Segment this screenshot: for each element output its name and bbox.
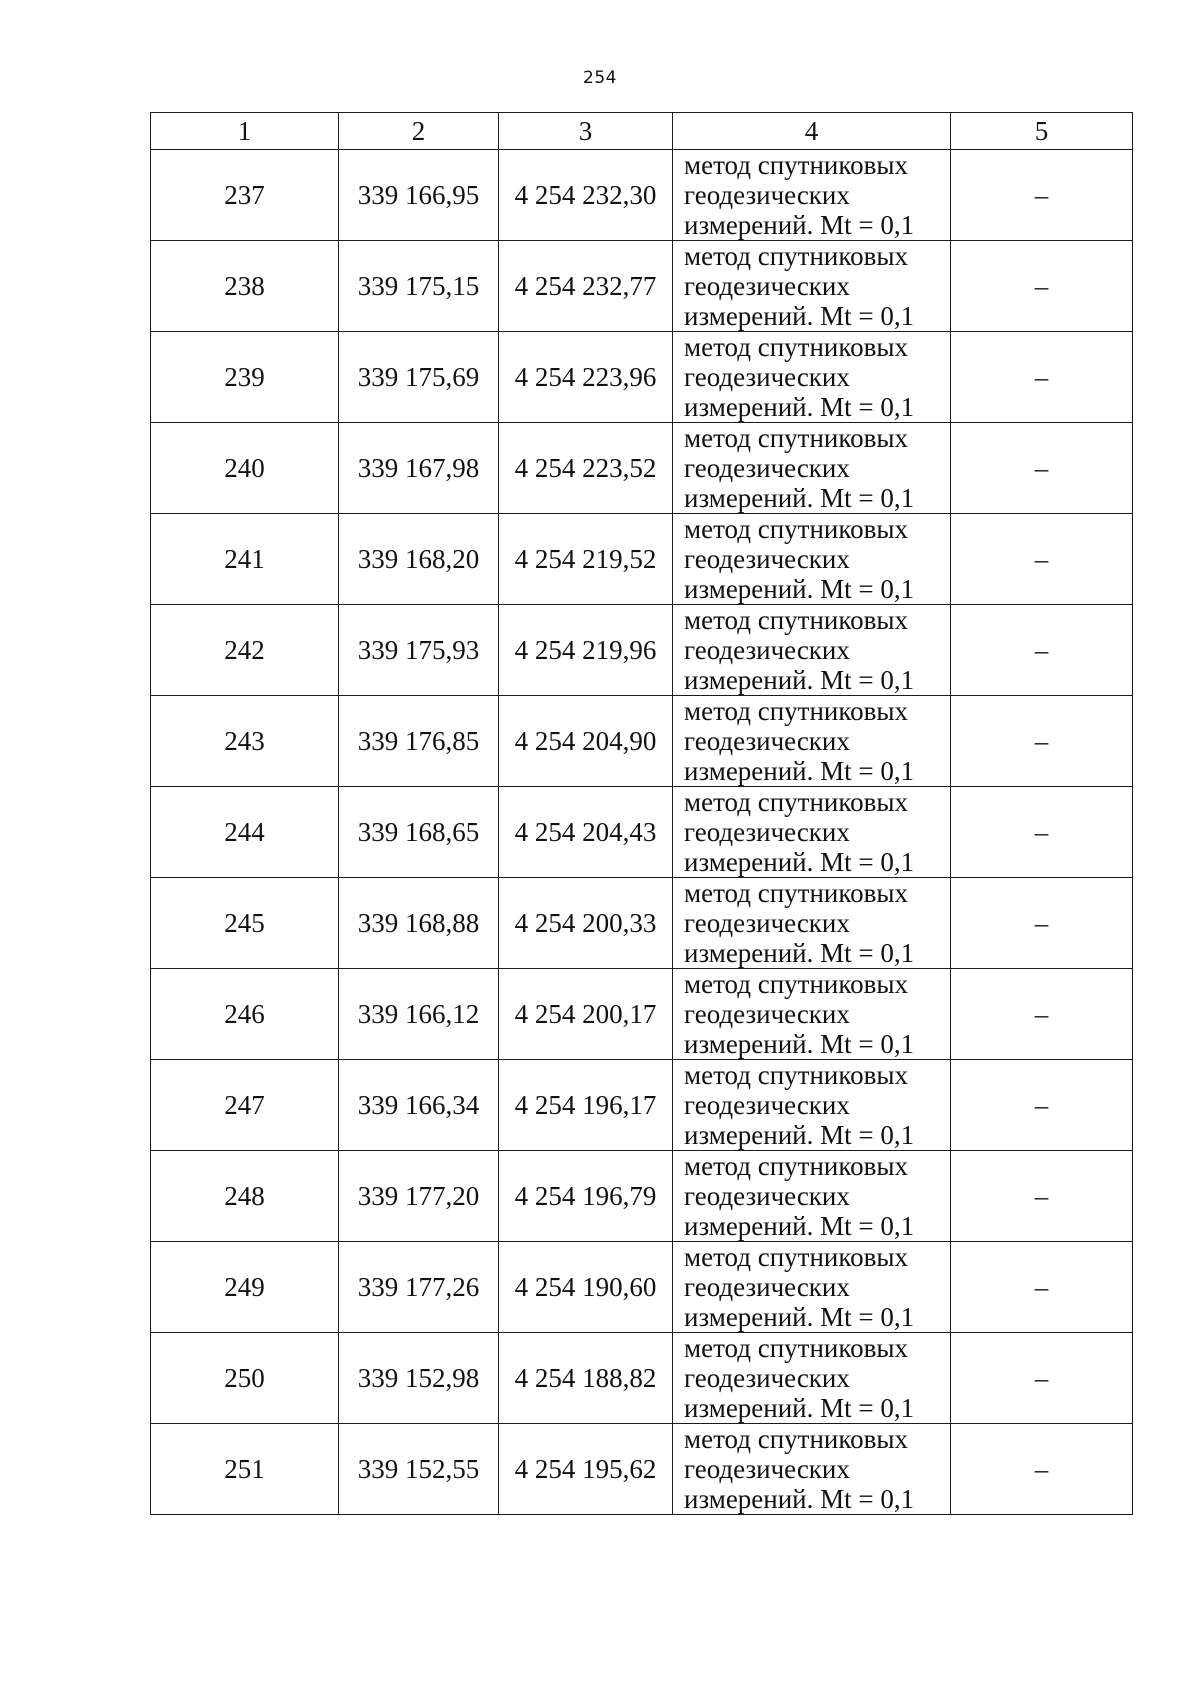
x-coordinate-cell: 339 175,69	[339, 332, 499, 423]
coordinates-table	[150, 112, 1133, 1515]
note-cell: –	[951, 1424, 1133, 1515]
method-line: измерений. Mt = 0,1	[684, 1484, 915, 1514]
y-coordinate-cell: 4 254 204,90	[499, 696, 673, 787]
x-coordinate-cell: 339 168,20	[339, 514, 499, 605]
method-cell	[673, 787, 951, 878]
y-coordinate-cell: 4 254 196,17	[499, 1060, 673, 1151]
method-line: метод спутниковых	[684, 514, 908, 544]
point-number-cell: 238	[151, 241, 339, 332]
method-cell	[673, 605, 951, 696]
method-cell	[673, 241, 951, 332]
y-coordinate-cell: 4 254 232,77	[499, 241, 673, 332]
x-coordinate-cell: 339 152,98	[339, 1333, 499, 1424]
method-line: метод спутниковых	[684, 787, 908, 817]
method-cell	[673, 1424, 951, 1515]
note-cell: –	[951, 241, 1133, 332]
table-row	[151, 1242, 1133, 1333]
method-cell	[673, 969, 951, 1060]
method-line: измерений. Mt = 0,1	[684, 301, 915, 331]
y-coordinate-cell: 4 254 188,82	[499, 1333, 673, 1424]
method-line: измерений. Mt = 0,1	[684, 1211, 915, 1241]
y-coordinate-cell: 4 254 195,62	[499, 1424, 673, 1515]
note-cell: –	[951, 423, 1133, 514]
note-cell: –	[951, 514, 1133, 605]
note-cell: –	[951, 787, 1133, 878]
table-row	[151, 332, 1133, 423]
note-cell: –	[951, 150, 1133, 241]
point-number-cell: 243	[151, 696, 339, 787]
method-line: метод спутниковых	[684, 1333, 908, 1363]
method-line: геодезических	[684, 999, 850, 1029]
method-line: геодезических	[684, 271, 850, 301]
table-row	[151, 1151, 1133, 1242]
x-coordinate-cell: 339 166,34	[339, 1060, 499, 1151]
x-coordinate-cell: 339 175,93	[339, 605, 499, 696]
method-cell	[673, 1060, 951, 1151]
page-number: 254	[583, 68, 617, 88]
x-coordinate-cell: 339 166,12	[339, 969, 499, 1060]
table-row	[151, 514, 1133, 605]
method-line: измерений. Mt = 0,1	[684, 1393, 915, 1423]
method-line: метод спутниковых	[684, 1424, 908, 1454]
method-line: геодезических	[684, 908, 850, 938]
method-cell	[673, 150, 951, 241]
note-cell: –	[951, 1151, 1133, 1242]
x-coordinate-cell: 339 168,65	[339, 787, 499, 878]
method-line: измерений. Mt = 0,1	[684, 210, 915, 240]
method-line: геодезических	[684, 1181, 850, 1211]
table-body	[151, 150, 1133, 1515]
method-cell	[673, 423, 951, 514]
table-row	[151, 969, 1133, 1060]
x-coordinate-cell: 339 175,15	[339, 241, 499, 332]
method-line: метод спутниковых	[684, 878, 908, 908]
header-col-3: 3	[499, 113, 673, 150]
x-coordinate-cell: 339 177,20	[339, 1151, 499, 1242]
method-line: геодезических	[684, 817, 850, 847]
header-col-4: 4	[673, 113, 951, 150]
y-coordinate-cell: 4 254 219,96	[499, 605, 673, 696]
point-number-cell: 237	[151, 150, 339, 241]
method-line: геодезических	[684, 635, 850, 665]
note-cell: –	[951, 332, 1133, 423]
x-coordinate-cell: 339 152,55	[339, 1424, 499, 1515]
point-number-cell: 242	[151, 605, 339, 696]
x-coordinate-cell: 339 166,95	[339, 150, 499, 241]
method-line: измерений. Mt = 0,1	[684, 1302, 915, 1332]
y-coordinate-cell: 4 254 200,33	[499, 878, 673, 969]
point-number-cell: 239	[151, 332, 339, 423]
table-row	[151, 1333, 1133, 1424]
note-cell: –	[951, 1333, 1133, 1424]
point-number-cell: 247	[151, 1060, 339, 1151]
method-line: метод спутниковых	[684, 1060, 908, 1090]
method-line: метод спутниковых	[684, 605, 908, 635]
method-line: геодезических	[684, 1090, 850, 1120]
table-row	[151, 1060, 1133, 1151]
note-cell: –	[951, 605, 1133, 696]
y-coordinate-cell: 4 254 223,52	[499, 423, 673, 514]
header-col-5: 5	[951, 113, 1133, 150]
point-number-cell: 248	[151, 1151, 339, 1242]
y-coordinate-cell: 4 254 204,43	[499, 787, 673, 878]
method-cell	[673, 1242, 951, 1333]
method-line: метод спутниковых	[684, 332, 908, 362]
table-row	[151, 878, 1133, 969]
method-line: измерений. Mt = 0,1	[684, 1029, 915, 1059]
point-number-cell: 241	[151, 514, 339, 605]
method-line: геодезических	[684, 544, 850, 574]
method-line: измерений. Mt = 0,1	[684, 1120, 915, 1150]
method-cell	[673, 332, 951, 423]
method-line: измерений. Mt = 0,1	[684, 392, 915, 422]
header-col-2: 2	[339, 113, 499, 150]
method-line: измерений. Mt = 0,1	[684, 574, 915, 604]
method-line: метод спутниковых	[684, 241, 908, 271]
note-cell: –	[951, 878, 1133, 969]
method-line: геодезических	[684, 1454, 850, 1484]
point-number-cell: 240	[151, 423, 339, 514]
point-number-cell: 249	[151, 1242, 339, 1333]
y-coordinate-cell: 4 254 200,17	[499, 969, 673, 1060]
method-line: измерений. Mt = 0,1	[684, 847, 915, 877]
table-row	[151, 605, 1133, 696]
method-line: метод спутниковых	[684, 423, 908, 453]
note-cell: –	[951, 969, 1133, 1060]
x-coordinate-cell: 339 168,88	[339, 878, 499, 969]
method-line: метод спутниковых	[684, 696, 908, 726]
method-cell	[673, 1151, 951, 1242]
table-row	[151, 150, 1133, 241]
point-number-cell: 251	[151, 1424, 339, 1515]
method-line: геодезических	[684, 362, 850, 392]
method-cell	[673, 514, 951, 605]
table-row	[151, 787, 1133, 878]
y-coordinate-cell: 4 254 219,52	[499, 514, 673, 605]
method-line: геодезических	[684, 1363, 850, 1393]
method-line: геодезических	[684, 726, 850, 756]
y-coordinate-cell: 4 254 196,79	[499, 1151, 673, 1242]
method-cell	[673, 878, 951, 969]
header-row	[151, 113, 1133, 150]
method-line: измерений. Mt = 0,1	[684, 938, 915, 968]
note-cell: –	[951, 1242, 1133, 1333]
point-number-cell: 244	[151, 787, 339, 878]
table-row	[151, 241, 1133, 332]
x-coordinate-cell: 339 176,85	[339, 696, 499, 787]
table-row	[151, 696, 1133, 787]
method-line: измерений. Mt = 0,1	[684, 756, 915, 786]
note-cell: –	[951, 1060, 1133, 1151]
table-row	[151, 1424, 1133, 1515]
method-line: измерений. Mt = 0,1	[684, 483, 915, 513]
method-cell	[673, 1333, 951, 1424]
header-col-1: 1	[151, 113, 339, 150]
point-number-cell: 245	[151, 878, 339, 969]
table-header	[151, 113, 1133, 150]
x-coordinate-cell: 339 167,98	[339, 423, 499, 514]
method-line: метод спутниковых	[684, 1242, 908, 1272]
y-coordinate-cell: 4 254 223,96	[499, 332, 673, 423]
method-line: метод спутниковых	[684, 1151, 908, 1181]
y-coordinate-cell: 4 254 232,30	[499, 150, 673, 241]
method-line: геодезических	[684, 1272, 850, 1302]
table-row	[151, 423, 1133, 514]
note-cell: –	[951, 696, 1133, 787]
method-line: геодезических	[684, 453, 850, 483]
method-line: метод спутниковых	[684, 150, 908, 180]
method-line: геодезических	[684, 180, 850, 210]
method-line: измерений. Mt = 0,1	[684, 665, 915, 695]
point-number-cell: 246	[151, 969, 339, 1060]
method-cell	[673, 696, 951, 787]
method-line: метод спутниковых	[684, 969, 908, 999]
x-coordinate-cell: 339 177,26	[339, 1242, 499, 1333]
point-number-cell: 250	[151, 1333, 339, 1424]
y-coordinate-cell: 4 254 190,60	[499, 1242, 673, 1333]
